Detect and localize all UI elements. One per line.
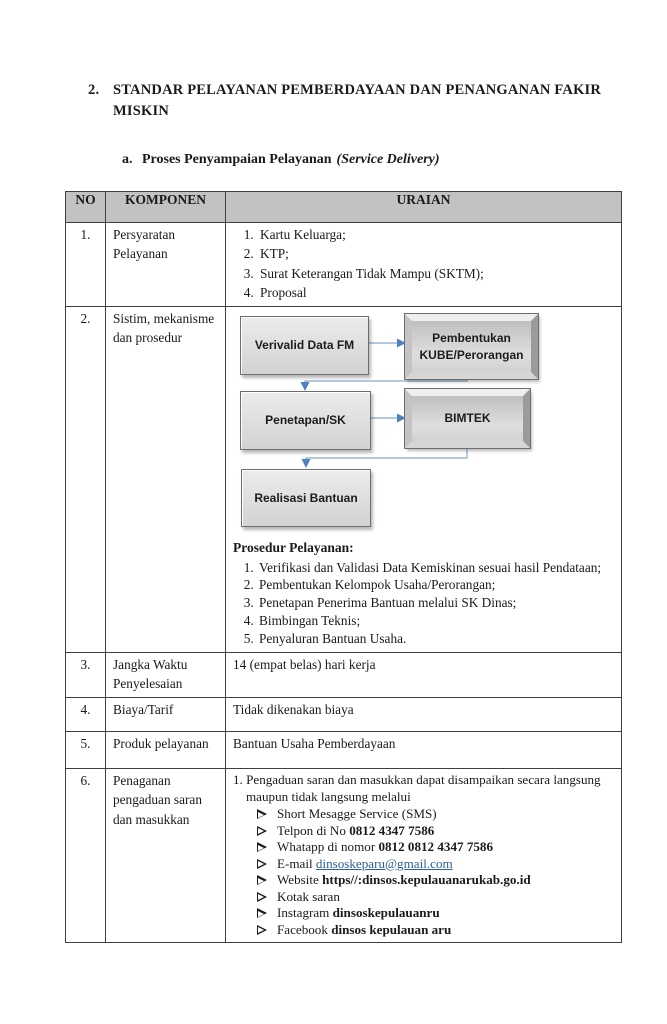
uraian-cell	[226, 307, 622, 653]
subsection-heading	[122, 152, 621, 168]
contact-text: Whatapp di nomor 0812 0812 4347 7586	[277, 839, 494, 855]
list-item: 2. Pembentukan Kelompok Usaha/Perorangan;	[257, 576, 614, 594]
flowchart-box-penetapan-sk: Penetapan/SK	[240, 391, 371, 450]
complaint-intro: 1. Pengaduan saran dan masukkan dapat disampaikan secara langsung maupun tidak langsung melalui	[233, 772, 601, 804]
contact-text: E-mail dinsoskeparu@gmail.com	[277, 855, 453, 871]
list-item: 4. Bimbingan Teknis;	[257, 612, 614, 630]
email-link[interactable]: dinsoskeparu@gmail.com	[315, 855, 453, 871]
komponen-cell: Sistim, mekanisme dan prosedur	[106, 307, 226, 653]
uraian-cell: Tidak dikenakan biaya	[226, 698, 622, 732]
table-row	[66, 307, 622, 653]
list-item: 1. Kartu Keluarga;	[257, 225, 614, 244]
contact-channel-list	[233, 806, 614, 938]
contact-text: Telpon di No 0812 4347 7586	[277, 822, 435, 838]
komponen-cell: Biaya/Tarif	[106, 698, 226, 732]
arrowhead-bullet-icon	[257, 809, 267, 820]
arrowhead-bullet-icon	[257, 875, 267, 886]
section-title-line2: MISKIN	[113, 103, 169, 119]
arrowhead-bullet-icon	[257, 892, 267, 903]
list-item	[257, 806, 614, 823]
table-header-row	[66, 192, 622, 223]
section-heading	[88, 80, 621, 122]
facebook-handle: dinsos kepulauan aru	[331, 921, 452, 937]
list-item: 3. Penetapan Penerima Bantuan melalui SK Dinas;	[257, 594, 614, 612]
phone-number: 0812 4347 7586	[349, 822, 435, 838]
contact-text: Instagram dinsoskepulauanru	[277, 905, 440, 921]
table-row	[66, 223, 622, 307]
section-number: 2.	[88, 82, 100, 98]
row-number: 5.	[66, 732, 106, 769]
flowchart-box-bimtek: BIMTEK	[405, 389, 530, 448]
section-title-line1: STANDAR PELAYANAN PEMBERDAYAAN DAN PENANGANAN FAKIR	[113, 82, 602, 98]
komponen-cell: Persyaratan Pelayanan	[106, 223, 226, 307]
service-standard-table	[65, 191, 622, 943]
table-row	[66, 652, 622, 698]
row-number: 3.	[66, 652, 106, 698]
uraian-cell: 14 (empat belas) hari kerja	[226, 652, 622, 698]
komponen-cell: Penaganan pengaduan saran dan masukkan	[106, 769, 226, 943]
whatsapp-number: 0812 0812 4347 7586	[378, 839, 494, 855]
flowchart-box-pembentukan-kube: Pembentukan KUBE/Perorangan	[405, 314, 538, 379]
contact-text: Website https//:dinsos.kepulauanarukab.go.id	[277, 872, 531, 888]
list-item	[257, 905, 614, 922]
arrowhead-bullet-icon	[257, 826, 267, 837]
procedure-list	[233, 559, 614, 648]
row-number: 6.	[66, 769, 106, 943]
requirements-list	[233, 225, 614, 302]
procedure-title: Prosedur Pelayanan:	[233, 540, 354, 556]
list-item	[257, 889, 614, 906]
komponen-cell: Jangka Waktu Penyelesaian	[106, 652, 226, 698]
komponen-cell: Produk pelayanan	[106, 732, 226, 769]
list-item: 1. Verifikasi dan Validasi Data Kemiskinan sesuai hasil Pendataan;	[257, 559, 614, 577]
flowchart-box-verivalid-data-fm: Verivalid Data FM	[240, 316, 369, 375]
list-item	[257, 856, 614, 873]
subsection-title-italic: (Service Delivery)	[336, 152, 440, 167]
col-header-komponen: KOMPONEN	[106, 192, 226, 223]
instagram-handle: dinsoskepulauanru	[332, 905, 440, 921]
col-header-uraian: URAIAN	[226, 192, 622, 223]
arrow-down-head-icon	[302, 459, 311, 468]
contact-text: Kotak saran	[277, 888, 340, 904]
contact-text: Facebook dinsos kepulauan aru	[277, 921, 452, 937]
subsection-letter: a.	[122, 152, 133, 167]
procedure-flowchart	[233, 312, 616, 530]
list-item: 2. KTP;	[257, 244, 614, 263]
flowchart-box-realisasi-bantuan: Realisasi Bantuan	[241, 469, 371, 527]
table-row	[66, 769, 622, 943]
list-item	[257, 823, 614, 840]
uraian-cell	[226, 223, 622, 307]
table-row	[66, 698, 622, 732]
col-header-no: NO	[66, 192, 106, 223]
list-item: 3. Surat Keterangan Tidak Mampu (SKTM);	[257, 264, 614, 283]
page-content	[65, 80, 621, 943]
arrowhead-bullet-icon	[257, 842, 267, 853]
uraian-cell: Bantuan Usaha Pemberdayaan	[226, 732, 622, 769]
row-number: 2.	[66, 307, 106, 653]
arrowhead-bullet-icon	[257, 859, 267, 870]
list-item	[257, 922, 614, 939]
table-row	[66, 732, 622, 769]
website-url: https//:dinsos.kepulauanarukab.go.id	[322, 872, 531, 888]
arrow-down-head-icon	[301, 382, 310, 391]
arrowhead-bullet-icon	[257, 925, 267, 936]
list-item	[257, 872, 614, 889]
section-title	[113, 80, 601, 122]
contact-text: Short Mesagge Service (SMS)	[277, 806, 437, 822]
row-number: 4.	[66, 698, 106, 732]
uraian-cell	[226, 769, 622, 943]
subsection-title: Proses Penyampaian Pelayanan	[142, 152, 332, 167]
row-number: 1.	[66, 223, 106, 307]
list-item: 5. Penyaluran Bantuan Usaha.	[257, 630, 614, 648]
arrowhead-bullet-icon	[257, 908, 267, 919]
list-item: 4. Proposal	[257, 283, 614, 302]
list-item	[257, 839, 614, 856]
